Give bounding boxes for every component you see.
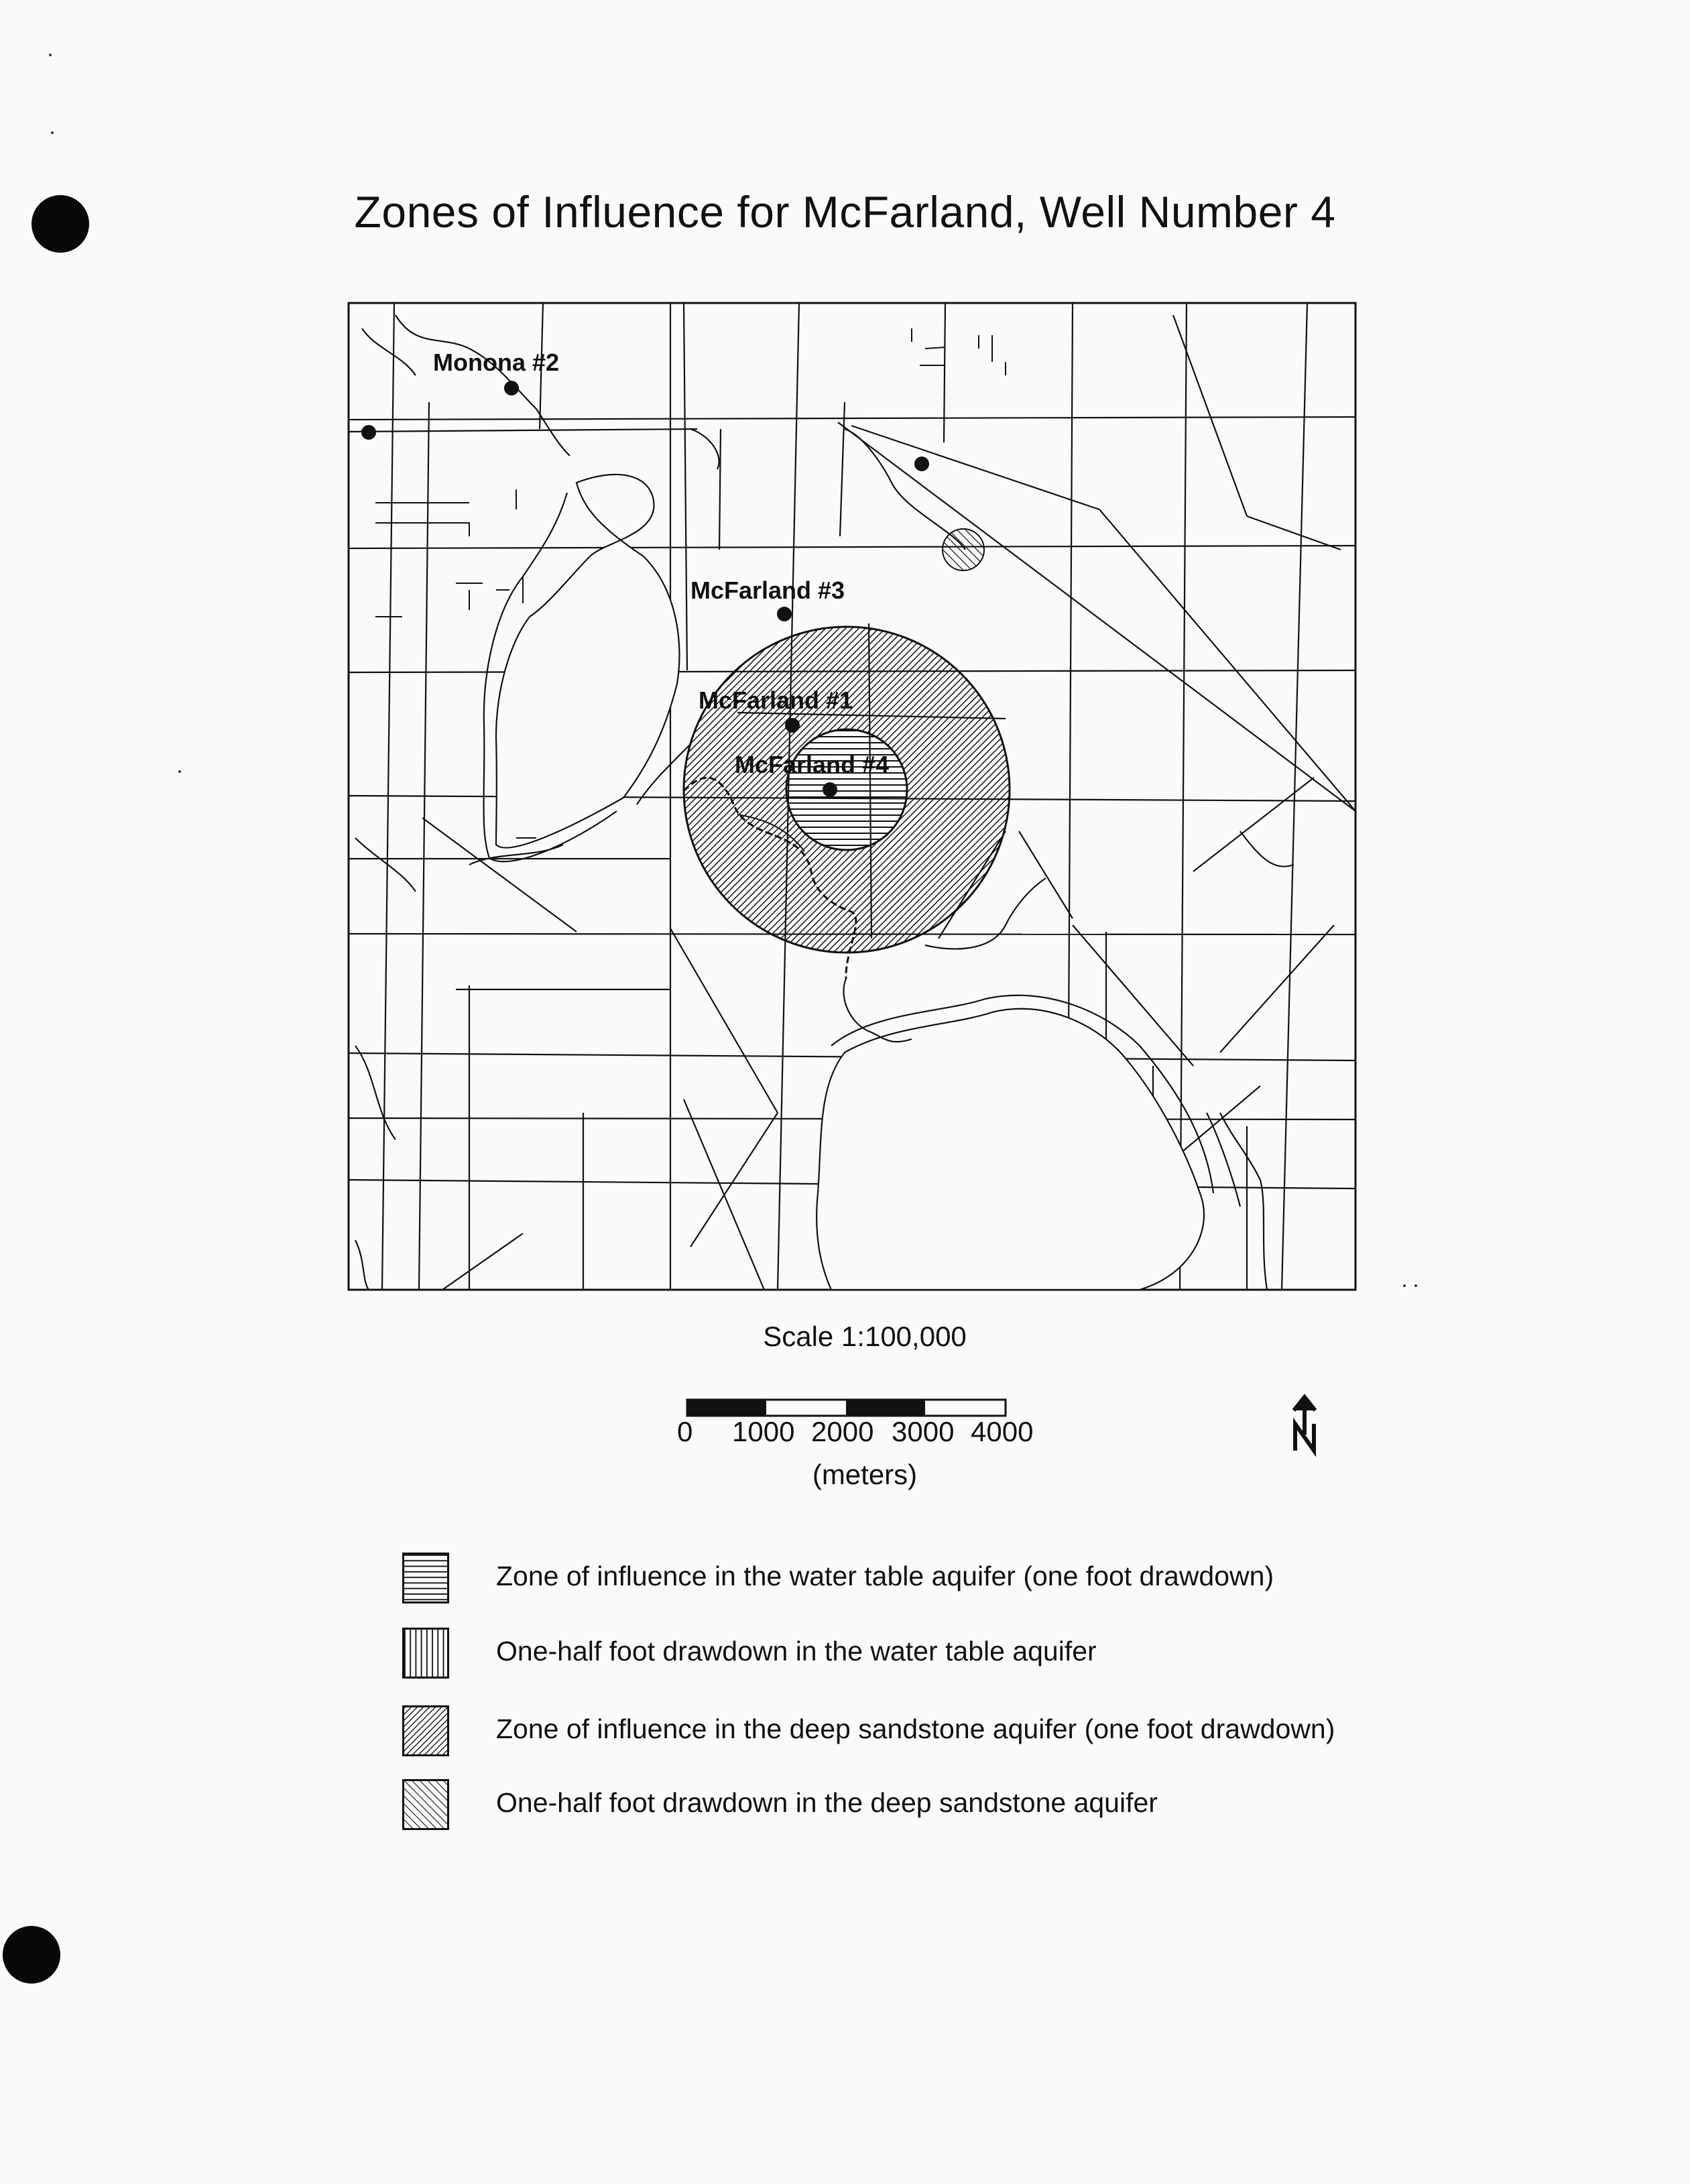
punch-hole bbox=[3, 1926, 60, 1984]
legend-swatch-diagonal bbox=[402, 1779, 449, 1830]
punch-hole bbox=[32, 195, 89, 253]
scale-bar bbox=[687, 1400, 1006, 1416]
map-title: Zones of Influence for McFarland, Well Number 4 bbox=[354, 187, 1336, 237]
zone-water-table-one-foot bbox=[786, 729, 907, 850]
scale-units: (meters) bbox=[812, 1459, 918, 1490]
well-label-monona-2: Monona #2 bbox=[433, 349, 560, 376]
well-marker-mcfarland-4 bbox=[823, 782, 837, 797]
legend-label: Zone of influence in the deep sandstone aquifer (one foot drawdown) bbox=[496, 1713, 1335, 1744]
zone-secondary-well bbox=[943, 529, 984, 570]
scale-tick-0: 0 bbox=[677, 1416, 693, 1447]
legend-label: Zone of influence in the water table aquifer (one foot drawdown) bbox=[496, 1561, 1274, 1591]
legend-swatch-dense-diagonal bbox=[402, 1705, 449, 1756]
well-marker-mcfarland-3 bbox=[777, 607, 792, 621]
scale-tick-3000: 3000 bbox=[892, 1416, 955, 1447]
legend-swatch-horizontal bbox=[402, 1553, 449, 1603]
scale-tick-1000: 1000 bbox=[732, 1416, 795, 1447]
scale-label: Scale 1:100,000 bbox=[763, 1321, 967, 1352]
scale-tick-2000: 2000 bbox=[811, 1416, 874, 1447]
legend-swatch-vertical bbox=[402, 1628, 449, 1679]
well-marker-west bbox=[361, 425, 376, 440]
well-marker-monona-2 bbox=[504, 381, 519, 396]
legend-label: One-half foot drawdown in the water table aquifer bbox=[496, 1636, 1097, 1666]
well-marker-mcfarland-1 bbox=[785, 718, 800, 733]
north-arrow-icon bbox=[1294, 1397, 1315, 1451]
well-label-mcfarland-3: McFarland #3 bbox=[690, 577, 845, 604]
well-label-mcfarland-4: McFarland #4 bbox=[735, 751, 890, 778]
well-label-mcfarland-1: McFarland #1 bbox=[699, 686, 853, 714]
legend-label: One-half foot drawdown in the deep sandstone aquifer bbox=[496, 1787, 1158, 1818]
well-marker-east bbox=[914, 457, 929, 471]
scale-tick-4000: 4000 bbox=[971, 1416, 1034, 1447]
